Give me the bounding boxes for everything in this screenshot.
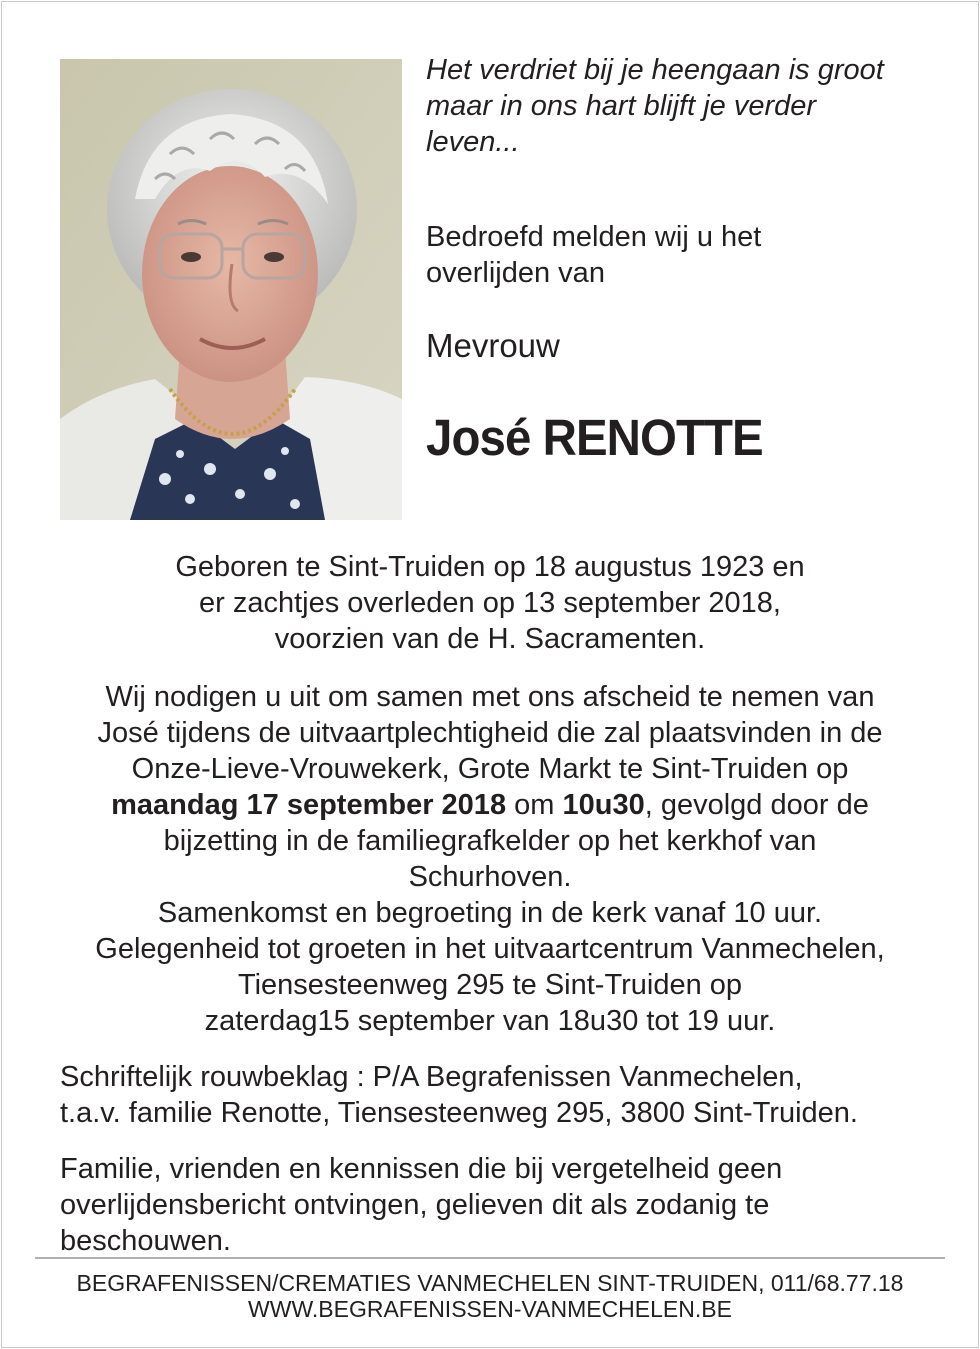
condolence-address xyxy=(60,1059,940,1131)
notice-line: beschouwen. xyxy=(60,1225,231,1257)
invitation-line-rest: , gevolgd door de xyxy=(644,789,869,821)
funeral-home-contact: BEGRAFENISSEN/CREMATIES VANMECHELEN SINT-TRUIDEN, 011/68.77.18 xyxy=(76,1270,904,1296)
invitation-line: Gelegenheid tot groeten in het uitvaartcentrum Vanmechelen, xyxy=(95,933,885,965)
invitation-line: Schurhoven. xyxy=(408,861,572,893)
quote-line: maar in ons hart blijft je verder xyxy=(426,90,817,122)
portrait-photo xyxy=(60,59,402,520)
invitation-connector: om xyxy=(514,789,555,821)
footer-divider xyxy=(35,1257,945,1259)
quote-line: leven... xyxy=(426,126,520,158)
invitation-line: Tiensesteenweg 295 te Sint-Truiden op xyxy=(237,969,743,1001)
funeral-time: 10u30 xyxy=(562,789,645,821)
invitation-line-datetime xyxy=(30,787,950,823)
notice-line: Familie, vrienden en kennissen die bij vergetelheid geen xyxy=(60,1153,783,1185)
quote-line: Het verdriet bij je heengaan is groot xyxy=(426,54,884,86)
notice-text xyxy=(60,1151,940,1259)
invitation-line: bijzetting in de familiegrafkelder op het kerkhof van xyxy=(163,825,817,857)
announcement-line: Bedroefd melden wij u het xyxy=(426,221,762,253)
birth-line: er zachtjes overleden op 13 september 2018, xyxy=(199,587,781,619)
notice-line: overlijdensbericht ontvingen, gelieven dit als zodanig te xyxy=(60,1189,770,1221)
announcement-line: overlijden van xyxy=(426,257,605,289)
invitation-line: Onze-Lieve-Vrouwekerk, Grote Markt te Sint-Truiden op xyxy=(131,753,849,785)
salutation: Mevrouw xyxy=(426,327,560,364)
invitation-line: José tijdens de uitvaartplechtigheid die zal plaatsvinden in de xyxy=(97,717,883,749)
birth-death-details xyxy=(30,549,950,657)
condolence-line: t.a.v. familie Renotte, Tiensesteenweg 295, 3800 Sint-Truiden. xyxy=(60,1097,858,1129)
invitation-line: Wij nodigen u uit om samen met ons afscheid te nemen van xyxy=(105,681,875,713)
birth-line: voorzien van de H. Sacramenten. xyxy=(274,623,706,655)
invitation-line: zaterdag15 september van 18u30 tot 19 uur. xyxy=(204,1005,776,1037)
invitation-line: Samenkomst en begroeting in de kerk vanaf 10 uur. xyxy=(157,897,823,929)
birth-line: Geboren te Sint-Truiden op 18 augustus 1923 en xyxy=(175,551,805,583)
funeral-date: maandag 17 september 2018 xyxy=(111,789,507,821)
memorial-quote xyxy=(426,52,946,160)
condolence-line: Schriftelijk rouwbeklag : P/A Begrafenissen Vanmechelen, xyxy=(60,1061,803,1093)
funeral-invitation xyxy=(30,679,950,1039)
deceased-name: José RENOTTE xyxy=(426,409,763,466)
announcement-text xyxy=(426,219,946,291)
funeral-home-website: WWW.BEGRAFENISSEN-VANMECHELEN.BE xyxy=(248,1296,732,1322)
